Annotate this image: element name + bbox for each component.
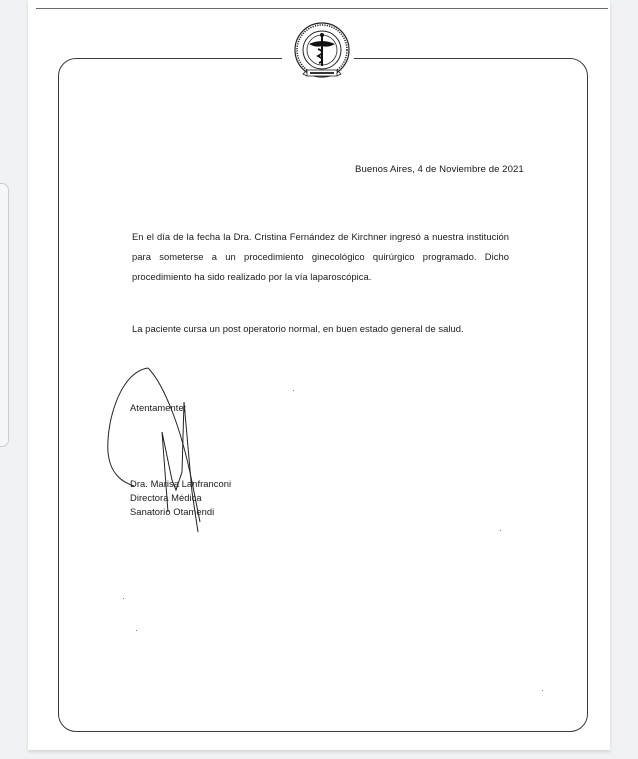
- top-rule: [36, 8, 608, 9]
- handwritten-signature: [100, 362, 220, 532]
- sanatorio-seal-icon: [292, 22, 352, 82]
- document-page: [28, 0, 610, 750]
- signatory-name: Dra. Marisa Lanfranconi: [130, 478, 232, 489]
- letter-paragraph-1: En el día de la fecha la Dra. Cristina Fernández de Kirchner ingresó a nuestra institución para someterse a un procedimiento ginecológico quirúrgico programado. Dicho procedimiento ha sido realizado por la vía laparoscópica.: [132, 231, 509, 282]
- letter-closing: Atentamente;: [130, 402, 187, 413]
- letter-paragraph-2: La paciente cursa un post operatorio normal, en buen estado general de salud.: [132, 323, 464, 334]
- adjacent-page-card[interactable]: [0, 183, 9, 447]
- signatory-title: Directora Médica: [130, 492, 202, 503]
- signatory-institution: Sanatorio Otamendi: [130, 506, 215, 517]
- letter-date: Buenos Aires, 4 de Noviembre de 2021: [355, 164, 524, 175]
